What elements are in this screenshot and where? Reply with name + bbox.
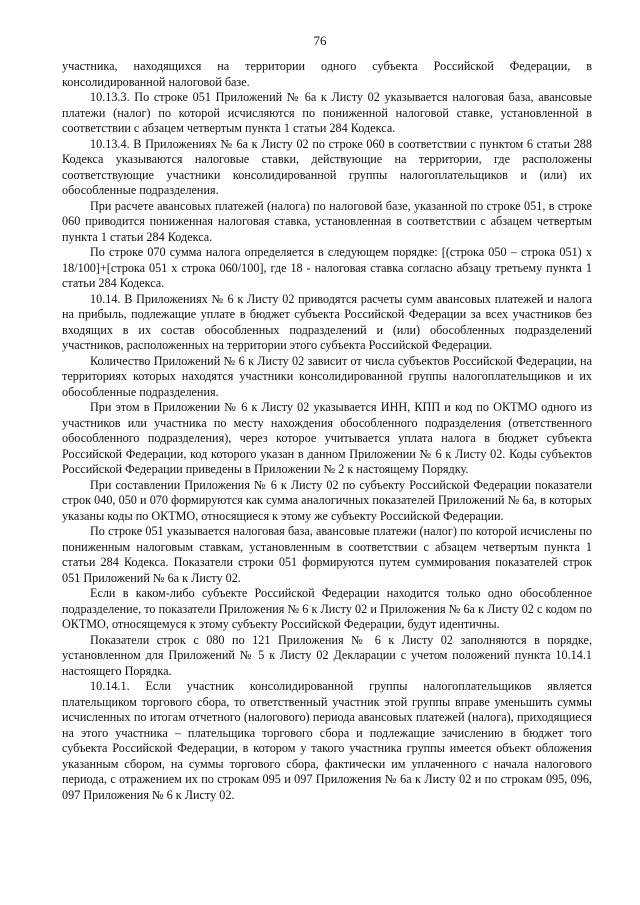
document-body — [62, 59, 592, 803]
paragraph: Если в каком-либо субъекте Российской Федерации находится только одно обособленное подразделение, то показатели Приложения № 6 к Листу 02 и Приложения № 6а к Листу 02 с кодом по ОКТМО, относящемуся к этому субъекту Российской Федерации, будут идентичны. — [62, 586, 592, 631]
paragraph: Количество Приложений № 6 к Листу 02 зависит от числа субъектов Российской Федерации, на территориях которых находятся участники консолидированной группы налогоплательщиков и их обособленные подразделения. — [62, 353, 592, 399]
paragraph: участника, находящихся на территории одного субъекта Российской Федерации, в консолидированной налоговой базе. — [62, 59, 592, 89]
paragraph: Показатели строк с 080 по 121 Приложения № 6 к Листу 02 заполняются в порядке, установленном для Приложений № 5 к Листу 02 Декларации с учетом положений пункта 10.14.1 настоящего Порядка. — [62, 632, 592, 678]
paragraph: По строке 070 сумма налога определяется в следующем порядке: [(строка 050 – строка 051) х 18/100]+[строка 051 х строка 060/100], где 18 - налоговая ставка согласно абзацу третьему пункта 1 статьи 284 Кодекса. — [62, 245, 592, 290]
paragraph: При расчете авансовых платежей (налога) по налоговой базе, указанной по строке 051, в строке 060 приводится пониженная налоговая ставка, установленная в соответствии с абзацем четвертым пункта 1 статьи 284 Кодекса. — [62, 198, 592, 244]
paragraph: 10.13.3. По строке 051 Приложений № 6а к Листу 02 указывается налоговая база, авансовые платежи (налог) по которой исчисляются по пониженной налоговой ставке, установленной в соответствии с абзацем четвертым пункта 1 статьи 284 Кодекса. — [62, 90, 592, 135]
paragraph: При этом в Приложении № 6 к Листу 02 указывается ИНН, КПП и код по ОКТМО одного из участников или участника по месту нахождения обособленного подразделения (ответственного обособленного подразделения), через которое учитывается уплата налога в бюджет субъекта Российской Федерации, код которого указан в данном Приложении № 6 к Листу 02. Коды субъектов Российской Федерации приведены в Приложении № 2 к настоящему Порядку. — [62, 400, 592, 476]
paragraph: По строке 051 указывается налоговая база, авансовые платежи (налог) по которой исчислены по пониженным налоговым ставкам, установленным в соответствии с абзацем четвертым пункта 1 статьи 284 Кодекса. Показатели строки 051 формируются путем суммирования показателей строк 051 Приложений № 6а к Листу 02. — [62, 524, 592, 585]
page-number: 76 — [313, 33, 327, 48]
paragraph: При составлении Приложения № 6 к Листу 02 по субъекту Российской Федерации показатели строк 040, 050 и 070 формируются как сумма аналогичных показателей Приложений № 6а, в которых указаны коды по ОКТМО, относящиеся к этому же субъекту Российской Федерации. — [62, 477, 592, 523]
paragraph: 10.13.4. В Приложениях № 6а к Листу 02 по строке 060 в соответствии с пунктом 6 статьи 288 Кодекса указываются налоговые ставки, действующие на территории, где расположены соответствующие участники консолидированной группы налогоплательщиков и (или) их обособленные подразделения. — [62, 136, 592, 197]
paragraph: 10.14.1. Если участник консолидированной группы налогоплательщиков является плательщиком торгового сбора, то ответственный участник этой группы вправе уменьшить суммы исчисленных по итогам отчетного (налогового) периода авансовых платежей (налога), приходящиеся на этого участника – плательщика торгового сбора и подлежащие зачислению в бюджет того субъекта Российской Федерации, в котором у такого участника группы имеется объект обложения указанным сбором, на суммы торгового сбора, фактически им уплаченного с начала налогового периода, с отражением их по строкам 095 и 097 Приложения № 6а к Листу 02 и по строкам 095, 096, 097 Приложения № 6 к Листу 02. — [62, 679, 592, 802]
paragraph: 10.14. В Приложениях № 6 к Листу 02 приводятся расчеты сумм авансовых платежей и налога на прибыль, подлежащие уплате в бюджет субъекта Российской Федерации за всех участников без входящих в их состав обособленных подразделений и (или) обособленных подразделений участников, расположенных на территории этого субъекта Российской Федерации. — [62, 291, 592, 352]
